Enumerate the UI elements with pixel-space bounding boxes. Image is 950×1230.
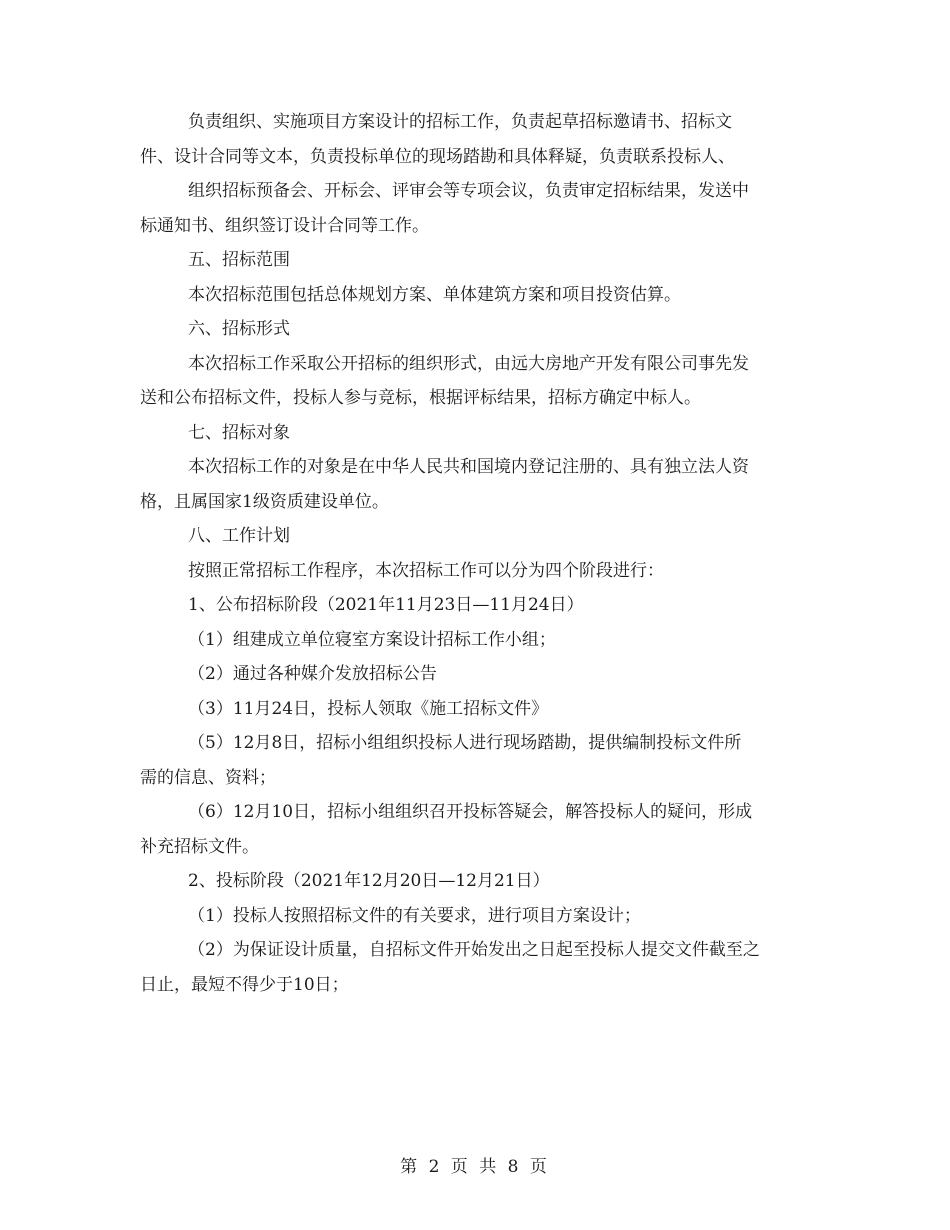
- phase-heading: [140, 864, 812, 899]
- paragraph: [140, 554, 812, 589]
- paragraph: [140, 347, 812, 416]
- text-line: 本次招标工作的对象是在中华人民共和国境内登记注册的、具有独立法人资: [188, 457, 749, 477]
- document-body: [140, 105, 812, 1002]
- text-line: 2、投标阶段（2021年12月20日—12月21日）: [188, 871, 550, 891]
- paragraph: [140, 278, 812, 313]
- phase-heading: [140, 588, 812, 623]
- text-line: 本次招标范围包括总体规划方案、单体建筑方案和项目投资估算。: [188, 284, 681, 305]
- paragraph: [140, 105, 812, 174]
- text-line: 七、招标对象: [188, 422, 290, 443]
- text-line: 需的信息、资料；: [140, 767, 276, 788]
- text-line: 负责组织、实施项目方案设计的招标工作，负责起草招标邀请书、招标文: [188, 112, 732, 132]
- text-line: 格，且属国家1级资质建设单位。: [140, 491, 389, 512]
- list-item: [140, 623, 812, 658]
- page-number-footer: 第 2 页 共 8 页: [400, 1157, 550, 1177]
- text-line: 按照正常招标工作程序，本次招标工作可以分为四个阶段进行：: [188, 560, 664, 581]
- text-line: 补充招标文件。: [140, 836, 259, 857]
- text-line: （1）投标人按照招标文件的有关要求，进行项目方案设计；: [188, 905, 641, 926]
- text-line: 五、招标范围: [188, 250, 290, 270]
- text-line: 本次招标工作采取公开招标的组织形式，由远大房地产开发有限公司事先发: [188, 353, 749, 374]
- text-line: （5）12月8日，招标小组组织投标人进行现场踏勘，提供编制投标文件所: [188, 733, 742, 753]
- section-heading: [140, 416, 812, 451]
- paragraph: [140, 174, 812, 243]
- text-line: 组织招标预备会、开标会、评审会等专项会议，负责审定招标结果，发送中: [188, 181, 749, 201]
- text-line: 日止，最短不得少于10日；: [140, 974, 349, 995]
- text-line: 件、设计合同等文本，负责投标单位的现场踏勘和具体释疑，负责联系投标人、: [140, 146, 735, 167]
- text-line: （2）通过各种媒介发放招标公告: [188, 664, 437, 684]
- text-line: （2）为保证设计质量，自招标文件开始发出之日起至投标人提交文件截至之: [188, 940, 760, 960]
- text-line: （3）11月24日，投标人领取《施工招标文件》: [188, 698, 549, 719]
- section-heading: [140, 312, 812, 347]
- section-heading: [140, 519, 812, 554]
- text-line: 送和公布招标文件，投标人参与竞标，根据评标结果，招标方确定中标人。: [140, 388, 701, 408]
- list-item: [140, 795, 812, 864]
- list-item: [140, 726, 812, 795]
- section-heading: [140, 243, 812, 278]
- list-item: [140, 657, 812, 692]
- text-line: 1、公布招标阶段（2021年11月23日—11月24日）: [188, 595, 584, 615]
- text-line: 八、工作计划: [188, 526, 290, 546]
- list-item: [140, 692, 812, 727]
- list-item: [140, 933, 812, 1002]
- text-line: 标通知书、组织签订设计合同等工作。: [140, 215, 429, 236]
- list-item: [140, 899, 812, 934]
- text-line: 六、招标形式: [188, 319, 290, 339]
- text-line: （1）组建成立单位寝室方案设计招标工作小组；: [188, 629, 556, 650]
- paragraph: [140, 450, 812, 519]
- text-line: （6）12月10日，招标小组组织召开投标答疑会，解答投标人的疑问，形成: [188, 802, 753, 822]
